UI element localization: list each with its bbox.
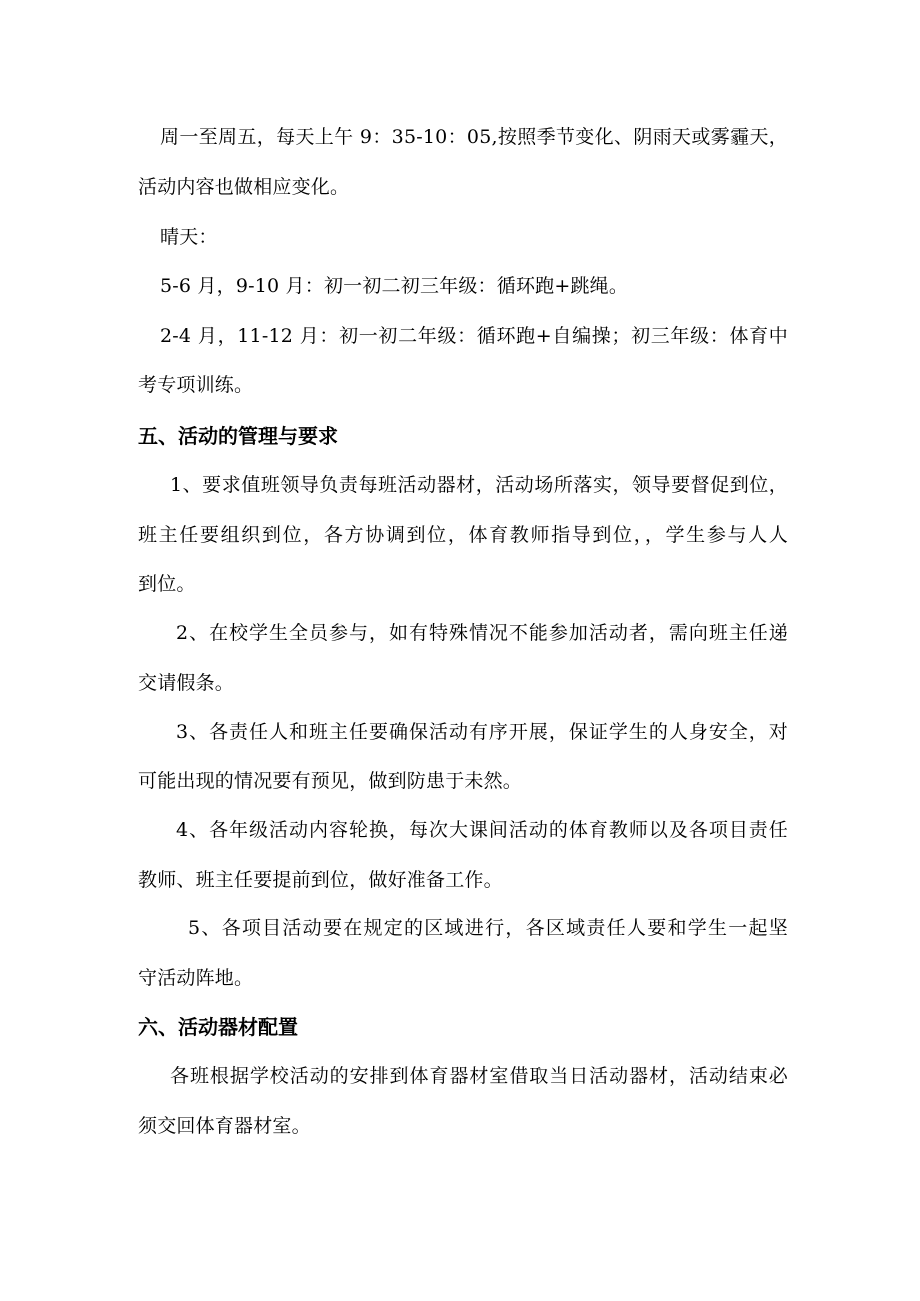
item-3-line-2: 可能出现的情况要有预见，做到防患于未然。 xyxy=(138,770,523,792)
item-3-line-1: 3、各责任人和班主任要确保活动有序开展，保证学生的人身安全，对 xyxy=(176,721,788,743)
sunny-feb-dec-line-1: 2-4 月，11-12 月：初一初二年级：循环跑+自编操；初三年级：体育中 xyxy=(160,325,788,347)
schedule-line-2: 活动内容也做相应变化。 xyxy=(138,176,350,198)
sunny-label: 晴天： xyxy=(160,226,218,248)
item-1-line-1: 1、要求值班领导负责每班活动器材，活动场所落实，领导要督促到位， xyxy=(170,474,788,496)
item-5-line-2: 守活动阵地。 xyxy=(138,967,254,989)
item-4-line-1: 4、各年级活动内容轮换，每次大课间活动的体育教师以及各项目责任 xyxy=(176,819,788,841)
item-4-line-2: 教师、班主任要提前到位，做好准备工作。 xyxy=(138,869,503,891)
section-5-heading: 五、活动的管理与要求 xyxy=(138,424,338,448)
sunny-feb-dec-line-2: 考专项训练。 xyxy=(138,374,254,396)
item-2-line-1: 2、在校学生全员参与，如有特殊情况不能参加活动者，需向班主任递 xyxy=(176,622,788,644)
item-1-line-3: 到位。 xyxy=(138,573,196,595)
section-6-para-line-2: 须交回体育器材室。 xyxy=(138,1115,311,1137)
sunny-may-oct: 5-6 月，9-10 月：初一初二初三年级：循环跑+跳绳。 xyxy=(160,275,629,297)
item-2-line-2: 交请假条。 xyxy=(138,672,235,694)
section-6-heading: 六、活动器材配置 xyxy=(138,1015,298,1039)
schedule-line-1: 周一至周五，每天上午 9：35-10：05,按照季节变化、阴雨天或雾霾天， xyxy=(160,126,788,148)
section-6-para-line-1: 各班根据学校活动的安排到体育器材室借取当日活动器材，活动结束必 xyxy=(170,1065,788,1087)
item-5-line-1: 5、各项目活动要在规定的区域进行，各区域责任人要和学生一起坚 xyxy=(188,917,788,939)
item-1-line-2: 班主任要组织到位，各方协调到位，体育教师指导到位，，学生参与人人 xyxy=(138,524,788,546)
